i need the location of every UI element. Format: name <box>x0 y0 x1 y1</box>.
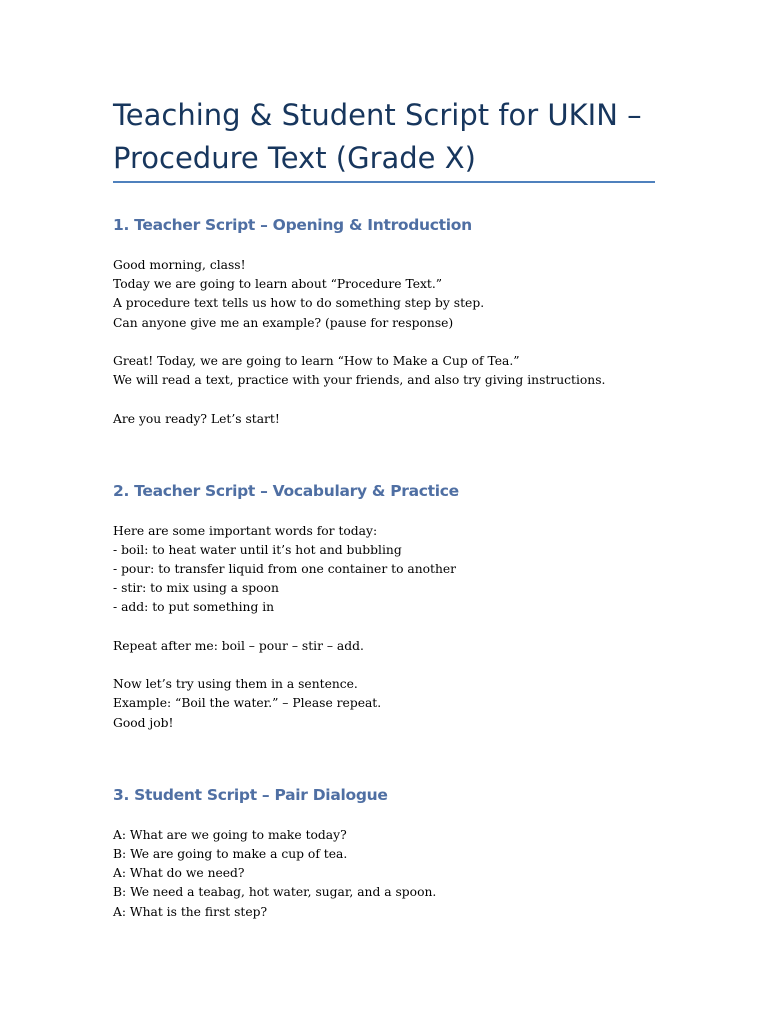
text-line: Great! Today, we are going to learn “How to Make a Cup of Tea.” <box>113 353 520 368</box>
section-body-opening <box>113 256 655 429</box>
section-heading-opening: 1. Teacher Script – Opening & Introduction <box>113 216 472 234</box>
text-line: Are you ready? Let’s start! <box>113 411 280 426</box>
blank-line <box>113 390 655 409</box>
title-underline <box>113 181 655 183</box>
dialogue-line: A: What is the first step? <box>113 904 268 919</box>
text-line: Now let’s try using them in a sentence. <box>113 677 358 692</box>
text-line: We will read a text, practice with your friends, and also try giving instructions. <box>113 373 606 388</box>
dialogue-line: B: We are going to make a cup of tea. <box>113 846 348 861</box>
text-line: Good job! <box>113 715 174 730</box>
text-line: - stir: to mix using a spoon <box>113 581 279 596</box>
blank-line <box>113 656 655 675</box>
document-title-line-2: Procedure Text (Grade X) <box>113 141 476 175</box>
document-title-line-1: Teaching & Student Script for UKIN – <box>113 98 642 132</box>
text-line: Repeat after me: boil – pour – stir – add. <box>113 638 364 653</box>
section-body-vocabulary <box>113 522 655 733</box>
section-body-dialogue <box>113 826 655 922</box>
dialogue-line: A: What do we need? <box>113 866 245 881</box>
text-line: Example: “Boil the water.” – Please repeat. <box>113 696 382 711</box>
dialogue-line: B: We need a teabag, hot water, sugar, and a spoon. <box>113 885 437 900</box>
text-line: Can anyone give me an example? (pause for response) <box>113 315 454 330</box>
dialogue-line: A: What are we going to make today? <box>113 827 347 842</box>
blank-line <box>113 618 655 637</box>
text-line: - add: to put something in <box>113 600 275 615</box>
text-line: - pour: to transfer liquid from one container to another <box>113 562 457 577</box>
section-heading-dialogue: 3. Student Script – Pair Dialogue <box>113 785 388 804</box>
section-heading-vocabulary: 2. Teacher Script – Vocabulary & Practice <box>113 481 459 500</box>
text-line: Today we are going to learn about “Procedure Text.” <box>113 277 443 292</box>
text-line: A procedure text tells us how to do something step by step. <box>113 296 485 311</box>
document-title <box>113 94 655 180</box>
text-line: Good morning, class! <box>113 258 246 272</box>
document-page <box>113 94 655 922</box>
blank-line <box>113 333 655 352</box>
text-line: - boil: to heat water until it’s hot and bubbling <box>113 542 402 557</box>
text-line: Here are some important words for today: <box>113 523 378 538</box>
